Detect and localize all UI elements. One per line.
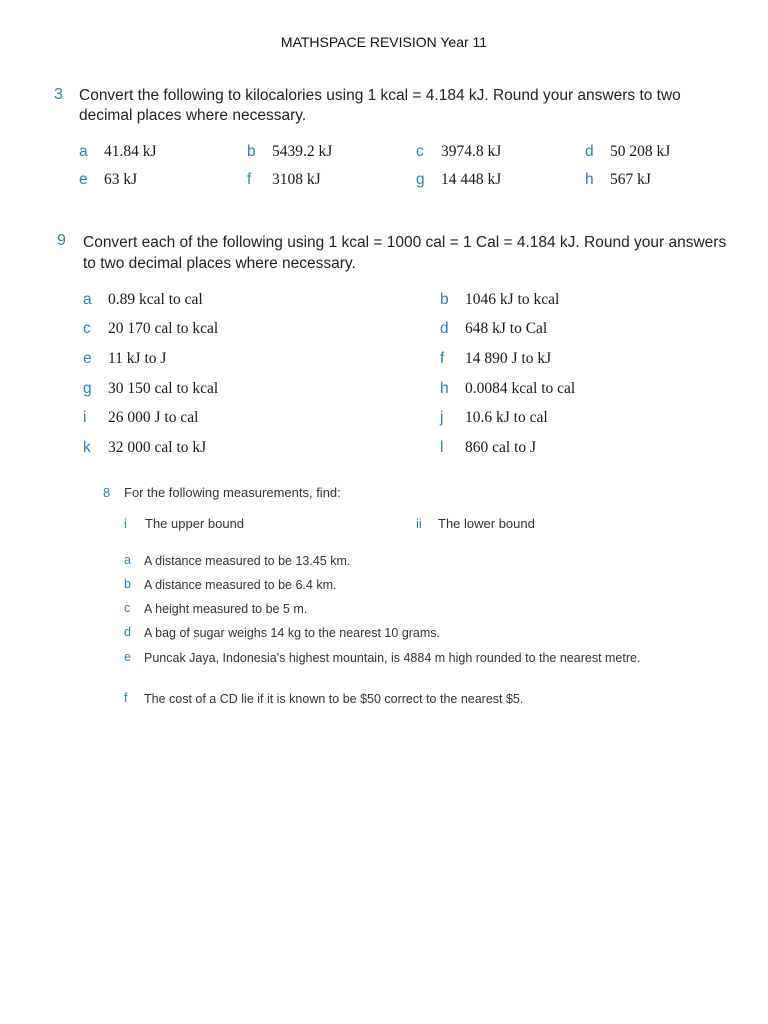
item-letter: a <box>79 143 88 160</box>
sub-text: The upper bound <box>145 516 245 531</box>
question-text: Convert each of the following using 1 kcal = 1000 cal = 1 Cal = 4.184 kJ. Round your answers to two decimal places where necessary. <box>83 234 727 272</box>
item-letter: a <box>124 553 131 567</box>
sub-numeral: i <box>124 516 127 531</box>
item-letter: d <box>124 625 131 639</box>
sub-numeral: ii <box>416 516 422 531</box>
item-letter: b <box>124 577 131 591</box>
item-letter: e <box>124 650 131 664</box>
item-value: 41.84 kJ <box>104 143 157 160</box>
item-value: 26 000 J to cal <box>108 409 199 426</box>
item-letter: c <box>83 320 91 337</box>
item-value: 648 kJ to Cal <box>465 320 548 337</box>
item-value: 860 cal to J <box>465 439 537 456</box>
item-value: A bag of sugar weighs 14 kg to the nearest 10 grams. <box>144 626 441 640</box>
page-title: MATHSPACE REVISION Year 11 <box>280 34 488 50</box>
item-value: 14 890 J to kJ <box>465 350 552 367</box>
item-letter: b <box>440 291 449 308</box>
item-value: A height measured to be 5 m. <box>144 602 308 616</box>
item-value: A distance measured to be 13.45 km. <box>144 554 351 568</box>
item-value: 0.0084 kcal to cal <box>465 380 576 397</box>
question-number: 3 <box>54 86 63 103</box>
item-value: 3974.8 kJ <box>441 143 502 160</box>
item-value: A distance measured to be 6.4 km. <box>144 578 337 592</box>
item-letter: b <box>247 143 256 160</box>
item-value: 10.6 kJ to cal <box>465 409 548 426</box>
item-letter: e <box>83 350 92 367</box>
item-letter: l <box>440 439 444 456</box>
item-letter: f <box>440 350 445 367</box>
item-letter: c <box>416 143 424 160</box>
item-value: 0.89 kcal to cal <box>108 291 203 308</box>
item-letter: d <box>440 320 449 337</box>
item-letter: e <box>79 171 88 188</box>
item-letter: d <box>585 143 594 160</box>
question-number: 9 <box>57 232 66 249</box>
item-letter: j <box>440 409 444 426</box>
item-value: 30 150 cal to kcal <box>108 380 219 397</box>
sub-text: The lower bound <box>438 516 535 531</box>
item-letter: h <box>585 171 594 188</box>
item-letter: k <box>83 439 91 456</box>
item-value: 3108 kJ <box>272 171 321 188</box>
item-letter: g <box>416 171 425 188</box>
question-text: Convert the following to kilocalories using 1 kcal = 4.184 kJ. Round your answers to two decimal places where necessary. <box>79 87 681 124</box>
question-text: For the following measurements, find: <box>124 485 341 500</box>
item-letter: f <box>124 691 128 705</box>
item-value: 5439.2 kJ <box>272 143 333 160</box>
item-letter: c <box>124 601 131 615</box>
item-value: 50 208 kJ <box>610 143 671 160</box>
item-value: The cost of a CD lie if it is known to be $50 correct to the nearest $5. <box>144 692 524 706</box>
item-value: 20 170 cal to kcal <box>108 320 219 337</box>
item-letter: g <box>83 380 92 397</box>
item-value: 11 kJ to J <box>108 350 167 367</box>
item-value: 1046 kJ to kcal <box>465 291 560 308</box>
item-value: 567 kJ <box>610 171 651 188</box>
item-value: Puncak Jaya, Indonesia's highest mountain, is 4884 m high rounded to the nearest metre. <box>144 651 641 665</box>
item-value: 63 kJ <box>104 171 138 188</box>
item-letter: h <box>440 380 449 397</box>
item-letter: i <box>83 409 87 426</box>
item-letter: a <box>83 291 92 308</box>
question-number: 8 <box>103 485 111 500</box>
item-value: 32 000 cal to kJ <box>108 439 207 456</box>
item-letter: f <box>247 171 252 188</box>
item-value: 14 448 kJ <box>441 171 502 188</box>
